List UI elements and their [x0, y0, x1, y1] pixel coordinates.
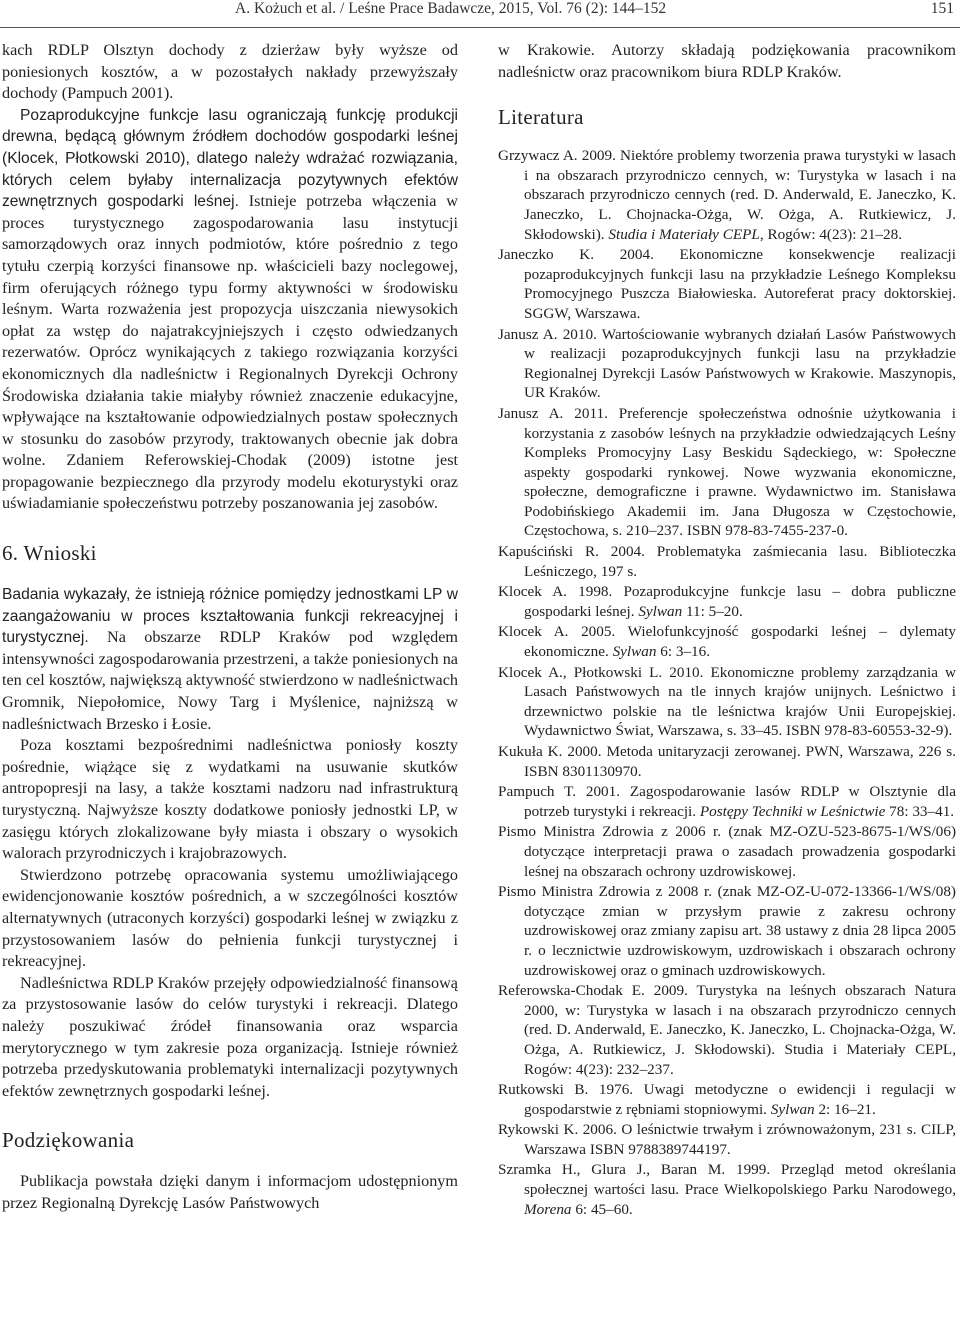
paragraph: Stwierdzono potrzebę opracowania systemu umożliwiającego ewidencjonowanie kosztów pośrednich, a w szczególności kosztów alternatywnych (utraconych korzyści) gospodarki leśnej w związku z przystosowaniem lasów do pełnienia funkcji turystycznej i rekreacyjnej.	[2, 865, 458, 971]
reference-post: 2: 16–21.	[814, 1100, 876, 1118]
paragraph	[2, 584, 458, 735]
reference-pre: Klocek A. 1998. Pozaprodukcyjne funkcje lasu – dobra publiczne gospodarki leśnej.	[498, 583, 956, 620]
reference-post: 78: 33–41.	[885, 802, 955, 820]
reference-item	[498, 404, 956, 541]
paragraph	[2, 105, 458, 515]
paragraph-part: Na obszarze RDLP Kraków pod względem intensywności zagospodarowania przestrzeni, a także poniesionych na ten cel kosztów, największą aktywność stwierdzono w nadleśnictwach Gromnik, Niepołomice, Nowy Targ i Myślenice, najniższą w nadleśnictwach Brzesko i Łosie.	[2, 628, 459, 733]
reference-item	[498, 782, 956, 821]
reference-pre: Rutkowski B. 1976. Uwagi metodyczne o ewidencji i regulacji w gospodarstwie z rębniami stopniowymi.	[498, 1081, 956, 1118]
reference-item	[498, 981, 956, 1079]
reference-journal: Morena	[524, 1200, 572, 1218]
reference-pre: Janusz A. 2011. Preferencje społeczeństwa odnośnie użytkowania i korzystania z zasobów leśnych na przykładzie odwiedzających Leśny Kompleks Promocyjny Lasy Beskidu Sądeckiego, w: Społeczne aspekty gospodarki rynkowej. Nowe wyzwania ekonomiczne, społeczne, demograficzne i prawne. Wydawnictwo im. Stanisława Podobińskiego Akademii im. Jana Długosza w Częstochowie, Częstochowa, s. 210–237. ISBN 978-83-7455-237-0.	[498, 404, 956, 540]
header-rule	[0, 27, 960, 28]
reference-pre: Kukuła K. 2000. Metoda unitaryzacji zerowanej. PWN, Warszawa, 226 s. ISBN 8301130970.	[498, 743, 956, 780]
reference-journal: Sylwan	[638, 602, 683, 620]
reference-item	[498, 622, 956, 661]
right-column	[498, 40, 956, 1220]
reference-journal: Studia i Materiały CEPL	[608, 225, 760, 243]
paragraph: w Krakowie. Autorzy składają podziękowania pracownikom nadleśnictw oraz pracownikom biura RDLP Kraków.	[498, 41, 956, 81]
reference-item	[498, 245, 956, 323]
reference-item	[498, 882, 956, 980]
reference-pre: Klocek A., Płotkowski L. 2010. Ekonomiczne problemy zarządzania w Lasach Państwowych na tle innych krajów unijnych. Leśnictwo i drzewnictwo polskie na tle leśnictwa krajów Unii Europejskiej. Wydawnictwo Świat, Warszawa, s. 33–45. ISBN 978-83-60553-32-9).	[498, 663, 956, 740]
reference-pre: Pismo Ministra Zdrowia z 2006 r. (znak MZ-OZU-523-8675-1/WS/06) dotyczące interpretacji prawa o zasadach prowadzenia gospodarki leśnej na obszarach ochrony uzdrowiskowej.	[498, 823, 956, 880]
reference-pre: Grzywacz A. 2009. Niektóre problemy tworzenia prawa turystyki w lasach i na obszarach przyrodniczo cennych, w: Turystyka w lasach i na obszarach przyrodniczo cennych (red. D. Anderwald, E. Janeczko, K. Janeczko, L. Chojnacka-Ożga, W. Ożga, A. Rutkiewicz, J. Skłodowski).	[498, 147, 956, 243]
reference-pre: Kapuściński R. 2004. Problematyka zaśmiecania lasu. Biblioteczka Leśniczego, 197 s.	[498, 543, 956, 580]
reference-item	[498, 742, 956, 781]
running-header	[0, 0, 960, 38]
reference-item	[498, 1160, 956, 1219]
header-citation: A. Kożuch et al. / Leśne Prace Badawcze, 2015, Vol. 76 (2): 144–152	[235, 0, 667, 17]
reference-item	[498, 542, 956, 581]
reference-item	[498, 663, 956, 741]
paragraph: Nadleśnictwa RDLP Kraków przejęły odpowiedzialność finansową za przystosowanie lasów do celów turystyki i rekreacji. Dlatego należy poszukiwać źródeł finansowania oraz wsparcia merytorycznego w tym zakresie poza organizacją. Istnieje również potrzeba przedyskutowania problematyki internalizacji pozytywnych efektów zewnętrznych gospodarki leśnej.	[2, 973, 458, 1100]
paragraph: kach RDLP Olsztyn dochody z dzierżaw były wyższe od poniesionych kosztów, a w pozostałych nakłady przewyższały dochody (Pampuch 2001).	[2, 41, 458, 103]
paragraph-part: Warta rozważenia jest propozycja uiszczania niewysokich opłat za wstęp do najatrakcyjniejszych i często odwiedzanych rezerwatów. Oprócz wynikających z takiego rozwiązania korzyści ekonomicznych dla nadleśnictw i Regionalnych Dyrekcji Ochrony Środowiska działania takie miałyby również znaczenie edukacyjne, wpływające na kształtowanie odpowiedzialnych postaw społecznych w stosunku do zasobów przyrody, traktowanych obecnie jak dobra wolne. Zdaniem Referowskiej-Chodak (2009) istotne jest propagowanie bezpiecznego dla przyrody modelu ekoturystyki oraz uświadamianie społeczeństwu potrzeby poszanowania jej zasobów.	[2, 300, 458, 513]
paragraph-sans-part: Badania wykazały, że istnieją różnice pomiędzy jednostkami LP w zaangażowaniu w proces kształtowania funkcji rekreacyjnej i turystycznej.	[2, 586, 458, 647]
section-title-literatura: Literatura	[498, 105, 584, 130]
paragraph: Poza kosztami bezpośrednimi nadleśnictwa poniosły koszty pośrednie, wiążące się z wydatkami na usuwanie skutków antropopresji na lasy, a także kosztami nadzoru nad infrastrukturą turystyczną. Najwyższe koszty dodatkowe poniosły jednostki LP, w zasięgu których zlokalizowane były miasta i obszary o wysokich walorach przyrodniczych i krajobrazowych.	[2, 736, 458, 863]
reference-item	[498, 1120, 956, 1159]
paragraph-sans-part: Pozaprodukcyjne funkcje lasu ograniczają funkcję produkcji drewna, będącą głównym źródłem dochodów gospodarki leśnej (Klocek, Płotkowski 2010), dlatego należy wdrażać rozwiązania, których celem byłaby internalizacja pozytywnych efektów zewnętrznych gospodarki leśnej.	[2, 106, 458, 211]
paragraph-part: Istnieje potrzeba włączenia w proces turystycznego zagospodarowania lasu instytucji samorządowych oraz innych podmiotów, które pośrednio z tego tytułu czerpią korzyści finansowe np. właścicieli bazy noclegowej, firm oferujących różnego typu formy aktywności w środowisku leśnym.	[2, 192, 458, 319]
reference-pre: Referowska-Chodak E. 2009. Turystyka na leśnych obszarach Natura 2000, w: Turystyka w lasach i na obszarach przyrodniczo cennych (red. D. Anderwald, E. Janeczko, K. Janeczko, L. Chojnacka-Ożga, W. Ożga, A. Rutkiewicz, J. Skłodowski). Studia i Materiały CEPL, Rogów: 4(23): 232–237.	[498, 982, 956, 1078]
reference-pre: Klocek A. 2005. Wielofunkcyjność gospodarki leśnej – dylematy ekonomiczne.	[498, 623, 956, 661]
reference-pre: Janeczko K. 2004. Ekonomiczne konsekwencje realizacji pozaprodukcyjnych funkcji lasu na przykładzie Leśnego Kompleksu Promocyjnego Puszcza Białowieska. Autoreferat pracy doktorskiej. SGGW, Warszawa.	[498, 246, 956, 322]
reference-item	[498, 822, 956, 881]
reference-post: 11: 5–20.	[682, 602, 743, 620]
paragraph: Publikacja powstała dzięki danym i informacjom udostępnionym przez Regionalną Dyrekcję Lasów Państwowych	[2, 1172, 458, 1212]
reference-journal: Sylwan	[770, 1100, 815, 1118]
left-column	[2, 40, 458, 1215]
reference-journal: Postępy Techniki w Leśnictwie	[699, 802, 886, 820]
reference-post: 6: 3–16.	[656, 643, 711, 661]
reference-pre: Pismo Ministra Zdrowia z 2008 r. (znak MZ-OZ-U-072-13366-1/WS/08) dotyczące zmian w przysłym prawie z zakresu ochrony uzdrowiskowej oraz zmiany zapisu art. 38 ustawy z dnia 28 lipca 2005 r. o lecznictwie uzdrowiskowym, uzdrowiskach i obszarach ochrony uzdrowiskowej oraz o gminach uzdrowiskowych.	[498, 883, 956, 979]
page-number: 151	[930, 0, 954, 17]
reference-pre: Szramka H., Glura J., Baran M. 1999. Przegląd metod określania społecznej wartości lasu. Prace Wielkopolskiego Parku Narodowego,	[498, 1161, 956, 1199]
reference-post: 6: 45–60.	[571, 1200, 633, 1218]
reference-item	[498, 582, 956, 621]
section-title-podziekowania: Podziękowania	[2, 1128, 135, 1153]
reference-item	[498, 1080, 956, 1119]
reference-pre: Pampuch T. 2001. Zagospodarowanie lasów RDLP w Olsztynie dla potrzeb turystyki i rekreacji.	[498, 783, 956, 820]
reference-post: , Rogów: 4(23): 21–28.	[759, 225, 903, 243]
section-title-wnioski: 6. Wnioski	[2, 541, 97, 566]
reference-journal: Sylwan	[612, 643, 657, 661]
reference-list	[498, 146, 956, 1219]
reference-item	[498, 325, 956, 403]
reference-item	[498, 146, 956, 244]
reference-pre: Rykowski K. 2006. O leśnictwie trwałym i zrównoważonym, 231 s. CILP, Warszawa ISBN 9788389744197.	[498, 1121, 956, 1158]
reference-pre: Janusz A. 2010. Wartościowanie wybranych działań Lasów Państwowych w realizacji pozaprodukcyjnych funkcji lasu na przykładzie Regionalnej Dyrekcji Lasów Państwowych w Krakowie. Maszynopis, UR Kraków.	[498, 325, 956, 402]
